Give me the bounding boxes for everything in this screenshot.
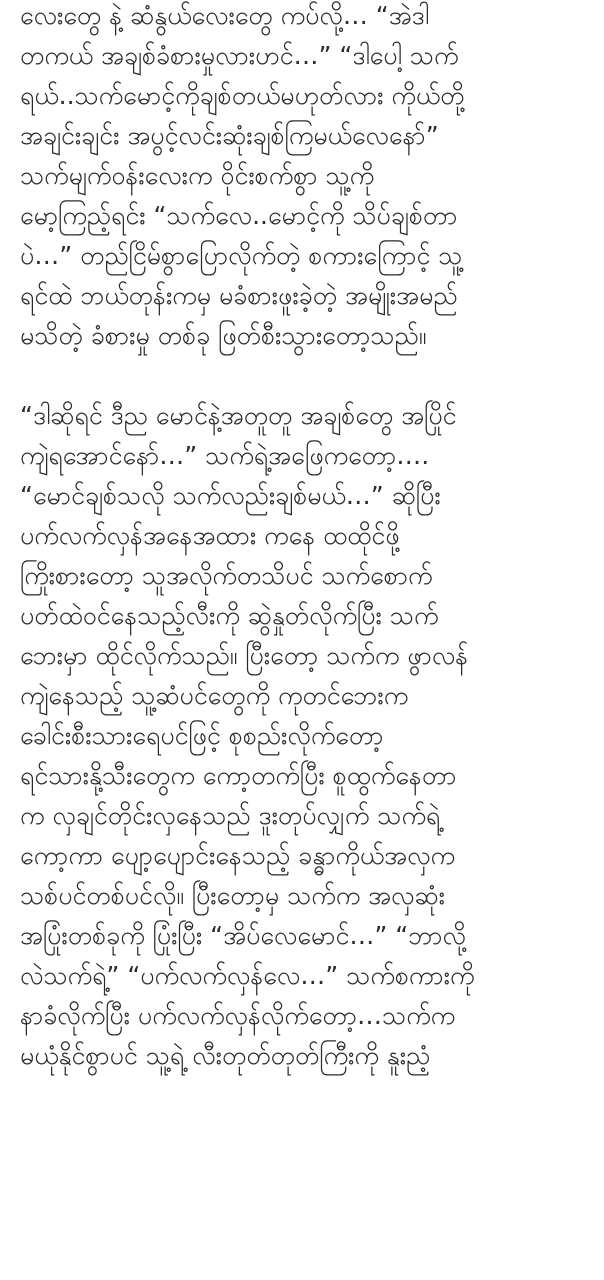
text-line: မသိတဲ့ ခံစားမှု တစ်ခု ဖြတ်စီးသွားတော့သည်။ [20,321,427,350]
text-line: သစ်ပင်တစ်ပင်လို။ ပြီးတော့မှ သက်က အလှဆုံး [20,881,446,910]
text-line: ခေါင်းစီးသားရေပင်ဖြင့် စုစည်းလိုက်တော့ [20,721,384,750]
text-line: ပက်လက်လှန်အနေအထား ကနေ ထထိုင်ဖို့ [20,521,400,550]
text-line: က လှချင်တိုင်းလှနေသည် ဒူးတုပ်လျှက် သက်ရဲ့ [20,801,441,830]
text-line: ရင်သားနို့သီးတွေက ကော့တက်ပြီး စူထွက်နေတာ [20,761,457,790]
text-line: ပဲ…” တည်ငြိမ်စွာပြောလိုက်တဲ့ စကားကြောင့် သူ့ [20,241,463,270]
text-line: မော့ကြည့်ရင်း “သက်လေ..မောင့်ကို သိပ်ချစ်တာ [20,201,458,230]
text-line: “ဒါဆိုရင် ဒီည မောင်နဲ့အတူတူ အချစ်တွေ အပြိုင် [20,401,457,430]
paragraph-1 [20,0,588,356]
text-line: ကျဲရအောင်နော်…” သက်ရဲ့အဖြေကတော့…. [20,441,430,470]
text-line: နာခံလိုက်ပြီး ပက်လက်လှန်လိုက်တော့…သက်က [20,1001,456,1030]
text-line: ဘေးမှာ ထိုင်လိုက်သည်။ ပြီးတော့ သက်က ဖွာလန် [20,641,469,670]
text-line: ပတ်ထဲဝင်နေသည့်လီးကို ဆွဲနှုတ်လိုက်ပြီး သက် [20,601,439,630]
text-line: “မောင်ချစ်သလို သက်လည်းချစ်မယ်…” ဆိုပြီး [20,481,441,510]
text-line: ကော့ကာ ပျော့ပျောင်းနေသည့် ခန္ဓာကိုယ်အလှက [20,841,455,870]
paragraph-spacer [20,356,588,396]
text-line: အချင်းချင်း အပွင့်လင်းဆုံးချစ်ကြမယ်လေနော်” [20,121,439,150]
text-line: လေးတွေ နဲ့ ဆံနွယ်လေးတွေ ကပ်လို့… “အဲဒါ [20,1,430,30]
text-line: လဲသက်ရဲ့” “ပက်လက်လှန်လေ…” သက်စကားကို [20,961,475,990]
text-line: ကြိုးစားတော့ သူအလိုက်တသိပင် သက်စောက် [20,561,433,590]
text-line: သက်မျက်ဝန်းလေးက ဝိုင်းစက်စွာ သူ့ကို [20,161,375,190]
text-line: အပြုံးတစ်ခုကို ပြုံးပြီး “အိပ်လေမောင်…” “ဘာလို့ [20,921,466,950]
text-line: ရယ်..သက်မောင့်ကိုချစ်တယ်မဟုတ်လား ကိုယ်တို့ [20,81,465,110]
text-line: ရင်ထဲ ဘယ်တုန်းကမှ မခံစားဖူးခဲ့တဲ့ အမျိုးအမည် [20,281,458,310]
paragraph-2 [20,396,588,1076]
text-line: မယုံနိုင်စွာပင် သူ့ရဲ့ လီးတုတ်တုတ်ကြီးကို နူးညံ့ [20,1041,431,1070]
text-line: တကယ် အချစ်ခံစားမှုလားဟင်…” “ဒါပေါ့ သက် [20,41,459,70]
text-line: ကျဲနေသည့် သူ့ဆံပင်တွေကို ကုတင်ဘေးက [20,681,409,710]
